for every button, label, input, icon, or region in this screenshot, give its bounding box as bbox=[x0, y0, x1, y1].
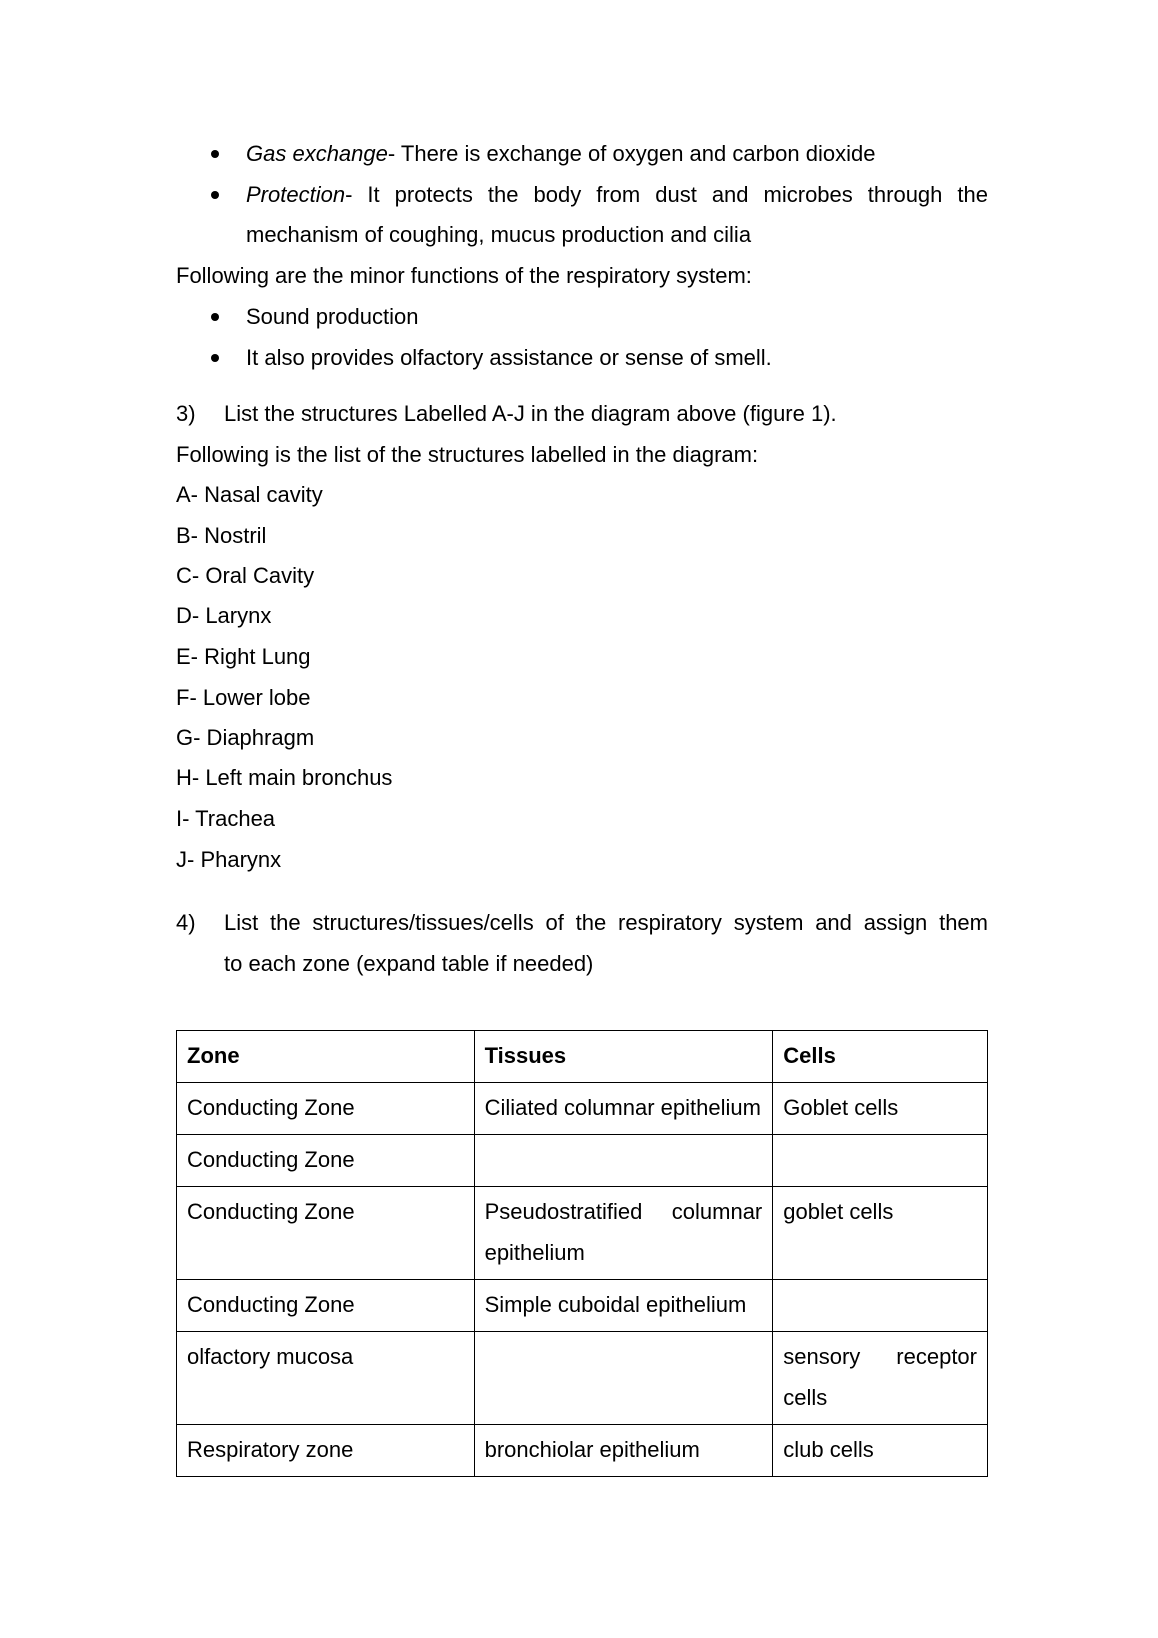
minor-function-item: Sound production bbox=[246, 304, 419, 329]
gas-exchange-text: - There is exchange of oxygen and carbon dioxide bbox=[387, 141, 876, 166]
bullet-icon bbox=[211, 354, 219, 362]
tissue-cell: Pseudostratified columnar epithelium bbox=[474, 1187, 773, 1280]
q3-intro: Following is the list of the structures labelled in the diagram: bbox=[176, 442, 759, 467]
zone-cell: Conducting Zone bbox=[177, 1083, 475, 1135]
term-gas-exchange: Gas exchange bbox=[246, 141, 388, 166]
cell-type-cell: club cells bbox=[773, 1425, 988, 1477]
bullet-protection-line1 bbox=[246, 182, 988, 208]
structure-label-item: J- Pharynx bbox=[176, 847, 282, 872]
tissue-cell bbox=[474, 1135, 773, 1187]
minor-functions-intro: Following are the minor functions of the respiratory system: bbox=[176, 263, 752, 288]
zones-table bbox=[176, 1030, 988, 1477]
cell-type-cell bbox=[773, 1135, 988, 1187]
tissue-cell: Simple cuboidal epithelium bbox=[474, 1280, 773, 1332]
bullet-icon bbox=[211, 191, 219, 199]
zone-cell: olfactory mucosa bbox=[177, 1332, 475, 1425]
bullet-gas-exchange bbox=[246, 141, 875, 167]
q4-number: 4) bbox=[176, 910, 196, 935]
tissue-cell bbox=[474, 1332, 773, 1425]
cell-type-cell: Goblet cells bbox=[773, 1083, 988, 1135]
zone-cell: Conducting Zone bbox=[177, 1187, 475, 1280]
zone-cell: Conducting Zone bbox=[177, 1280, 475, 1332]
structure-label-item: C- Oral Cavity bbox=[176, 563, 315, 588]
table-row bbox=[177, 1332, 988, 1425]
protection-text-line1: - It protects the body from dust and microbes through the bbox=[345, 182, 988, 207]
table-row bbox=[177, 1425, 988, 1477]
structure-label-item: H- Left main bronchus bbox=[176, 765, 393, 790]
header-cell-tissues: Tissues bbox=[474, 1031, 773, 1083]
structure-label-item: A- Nasal cavity bbox=[176, 482, 323, 507]
cell-type-cell: sensory receptor cells bbox=[773, 1332, 988, 1425]
minor-function-item: It also provides olfactory assistance or sense of smell. bbox=[246, 345, 772, 370]
term-protection: Protection bbox=[246, 182, 346, 207]
header-cell-cells: Cells bbox=[773, 1031, 988, 1083]
q4-question-line2: to each zone (expand table if needed) bbox=[224, 951, 594, 976]
q4-question-line1: List the structures/tissues/cells of the respiratory system and assign them bbox=[224, 910, 988, 935]
header-cell-zone: Zone bbox=[177, 1031, 475, 1083]
table-header-row bbox=[177, 1031, 988, 1083]
tissue-cell: Ciliated columnar epithelium bbox=[474, 1083, 773, 1135]
table-row bbox=[177, 1280, 988, 1332]
structure-label-item: G- Diaphragm bbox=[176, 725, 315, 750]
table-row bbox=[177, 1135, 988, 1187]
zone-cell: Conducting Zone bbox=[177, 1135, 475, 1187]
bullet-icon bbox=[211, 313, 219, 321]
bullet-icon bbox=[211, 150, 219, 158]
table-row bbox=[177, 1187, 988, 1280]
cell-type-cell: goblet cells bbox=[773, 1187, 988, 1280]
structure-label-item: B- Nostril bbox=[176, 523, 267, 548]
q3-question: List the structures Labelled A-J in the diagram above (figure 1). bbox=[224, 401, 837, 426]
structure-label-item: I- Trachea bbox=[176, 806, 276, 831]
structure-label-item: E- Right Lung bbox=[176, 644, 311, 669]
table-row bbox=[177, 1083, 988, 1135]
protection-text-line2: mechanism of coughing, mucus production and cilia bbox=[246, 222, 752, 247]
cell-type-cell bbox=[773, 1280, 988, 1332]
structure-label-item: F- Lower lobe bbox=[176, 685, 311, 710]
structure-label-item: D- Larynx bbox=[176, 603, 272, 628]
zone-cell: Respiratory zone bbox=[177, 1425, 475, 1477]
q3-number: 3) bbox=[176, 401, 196, 426]
tissue-cell: bronchiolar epithelium bbox=[474, 1425, 773, 1477]
